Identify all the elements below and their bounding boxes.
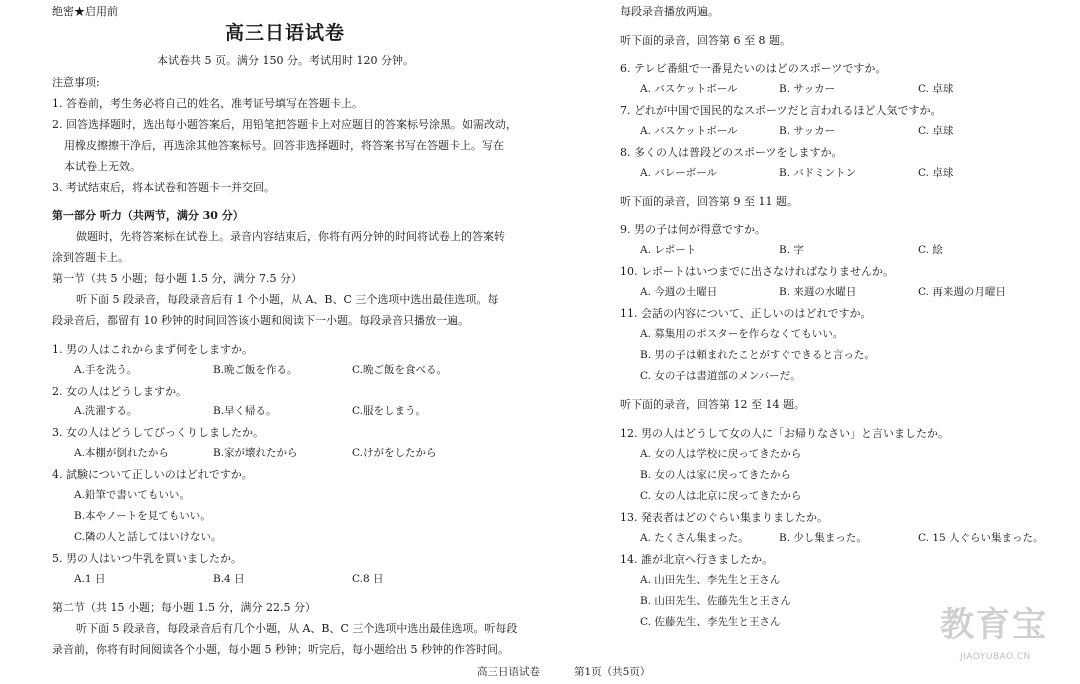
question-5-option-b: B.4 日 [213, 573, 245, 585]
question-14-option-c: C. 佐藤先生、李先生と王さん [640, 616, 781, 628]
question-6-stem: 6. テレビ番組で一番見たいのはどのスポーツですか。 [620, 62, 887, 75]
question-11-stem: 11. 会話の内容について、正しいのはどれですか。 [620, 307, 872, 320]
question-13-option-c: C. 15 人ぐらい集まった。 [918, 532, 1044, 544]
part1-intro-line-1: 做题时，先将答案标在试卷上。录音内容结束后，你将有两分钟的时间将试卷上的答案转 [76, 230, 505, 243]
section1-heading: 第一节（共 5 小题；每小题 1.5 分，满分 7.5 分） [52, 272, 302, 285]
note-3: 3. 考试结束后，将本试卷和答题卡一并交回。 [52, 181, 275, 194]
question-3-option-a: A.本棚が倒れたから [74, 447, 169, 459]
question-1-option-c: C.晩ご飯を食べる。 [352, 364, 447, 376]
question-7-stem: 7. どれが中国で国民的なスポーツだと言われるほど人気ですか。 [620, 104, 942, 117]
question-6-option-b: B. サッカー [779, 83, 836, 95]
footer-page-number: 第1页（共5页） [574, 666, 651, 678]
question-12-stem: 12. 男の人はどうして女の人に「お帰りなさい」と言いましたか。 [620, 427, 949, 440]
question-5-stem: 5. 男の人はいつ牛乳を買いましたか。 [52, 552, 242, 565]
question-8-option-a: A. バレーボール [640, 167, 718, 179]
question-13-stem: 13. 発表者はどのぐらい集まりましたか。 [620, 511, 828, 524]
question-3-option-c: C.けがをしたから [352, 447, 437, 459]
notes-heading: 注意事项: [52, 76, 100, 89]
question-8-option-c: C. 卓球 [918, 167, 954, 179]
question-3-stem: 3. 女の人はどうしてびっくりしましたか。 [52, 426, 264, 439]
watermark-url: JIAOYUBAO.CN [960, 652, 1031, 662]
question-14-stem: 14. 誰が北京へ行きましたか。 [620, 553, 773, 566]
question-6-option-c: C. 卓球 [918, 83, 954, 95]
question-5-option-c: C.8 日 [352, 573, 384, 585]
question-10-option-a: A. 今週の土曜日 [640, 286, 718, 298]
section2-intro-line-3: 每段录音播放两遍。 [620, 5, 719, 18]
question-10-option-c: C. 再来週の月曜日 [918, 286, 1006, 298]
question-13-option-a: A. たくさん集まった。 [640, 532, 749, 544]
question-9-option-b: B. 字 [779, 244, 804, 256]
question-14-option-a: A. 山田先生、李先生と王さん [640, 574, 781, 586]
question-7-option-b: B. サッカー [779, 125, 836, 137]
question-9-stem: 9. 男の子は何が得意ですか。 [620, 223, 766, 236]
question-12-option-a: A. 女の人は学校に戻ってきたから [640, 448, 802, 460]
group-3-heading: 听下面的录音，回答第 12 至 14 题。 [620, 398, 805, 411]
question-3-option-b: B.家が壊れたから [213, 447, 298, 459]
question-7-option-a: A. バスケットボール [640, 125, 738, 137]
question-10-option-b: B. 来週の水曜日 [779, 286, 857, 298]
question-8-stem: 8. 多くの人は普段どのスポーツをしますか。 [620, 146, 843, 159]
question-1-stem: 1. 男の人はこれからまず何をしますか。 [52, 343, 253, 356]
confidential-label: 绝密★启用前 [52, 5, 118, 18]
question-11-option-c: C. 女の子は書道部のメンバーだ。 [640, 370, 801, 382]
question-2-option-b: B.早く帰る。 [213, 405, 277, 417]
footer-exam-name: 高三日语试卷 [477, 666, 540, 678]
question-4-stem: 4. 試験について正しいのはどれですか。 [52, 468, 253, 481]
question-2-option-c: C.服をしまう。 [352, 405, 426, 417]
question-1-option-a: A.手を洗う。 [74, 364, 138, 376]
note-2-line-1: 2. 回答选择题时，选出每小题答案后，用铅笔把答题卡上对应题目的答案标号涂黑。如需改动， [52, 118, 517, 131]
question-10-stem: 10. レポートはいつまでに出さなければなりませんか。 [620, 265, 894, 278]
question-2-stem: 2. 女の人はどうしますか。 [52, 385, 187, 398]
watermark-logo-text: 教育宝 [940, 605, 1048, 645]
question-11-option-b: B. 男の子は頼まれたことがすぐできると言った。 [640, 349, 875, 361]
question-13-option-b: B. 少し集まった。 [779, 532, 867, 544]
question-14-option-b: B. 山田先生、佐藤先生と王さん [640, 595, 791, 607]
question-4-option-c: C.隣の人と話してはいけない。 [74, 531, 222, 543]
question-9-option-c: C. 絵 [918, 244, 943, 256]
section1-intro-line-2: 段录音后，都留有 10 秒钟的时间回答该小题和阅读下一小题。每段录音只播放一遍。 [52, 314, 469, 327]
note-2-line-2: 用橡皮擦擦干净后，再选涂其他答案标号。回答非选择题时，将答案书写在答题卡上。写在 [64, 139, 504, 152]
section2-heading: 第二节（共 15 小题；每小题 1.5 分，满分 22.5 分） [52, 601, 316, 614]
question-9-option-a: A. レポート [640, 244, 697, 256]
group-1-heading: 听下面的录音，回答第 6 至 8 题。 [620, 34, 791, 47]
question-12-option-c: C. 女の人は北京に戻ってきたから [640, 490, 802, 502]
question-7-option-c: C. 卓球 [918, 125, 954, 137]
part1-intro-line-2: 涂到答题卡上。 [52, 251, 129, 264]
part1-heading: 第一部分 听力（共两节，满分 30 分） [52, 209, 244, 222]
question-2-option-a: A.洗濯する。 [74, 405, 138, 417]
group-2-heading: 听下面的录音，回答第 9 至 11 题。 [620, 195, 798, 208]
question-12-option-b: B. 女の人は家に戻ってきたから [640, 469, 791, 481]
section2-intro-line-2: 录音前，你将有时间阅读各个小题，每小题 5 秒钟；听完后，每小题给出 5 秒钟的作答时间。 [52, 643, 509, 656]
question-6-option-a: A. バスケットボール [640, 83, 738, 95]
note-2-line-3: 本试卷上无效。 [64, 160, 141, 173]
question-1-option-b: B.晩ご飯を作る。 [213, 364, 298, 376]
question-4-option-b: B.本やノートを見てもいい。 [74, 510, 211, 522]
section1-intro-line-1: 听下面 5 段录音，每段录音后有 1 个小题，从 A、B、C 三个选项中选出最佳选项。每 [76, 293, 499, 306]
exam-info: 本试卷共 5 页。满分 150 分。考试用时 120 分钟。 [157, 54, 414, 67]
section2-intro-line-1: 听下面 5 段录音，每段录音后有几个小题，从 A、B、C 三个选项中选出最佳选项。听每段 [76, 622, 518, 635]
page-title: 高三日语试卷 [225, 22, 346, 44]
question-4-option-a: A.鉛筆で書いてもいい。 [74, 489, 190, 501]
question-8-option-b: B. バドミントン [779, 167, 857, 179]
note-1: 1. 答卷前，考生务必将自己的姓名、准考证号填写在答题卡上。 [52, 97, 363, 110]
question-11-option-a: A. 募集用のポスターを作らなくてもいい。 [640, 328, 844, 340]
question-5-option-a: A.1 日 [74, 573, 106, 585]
